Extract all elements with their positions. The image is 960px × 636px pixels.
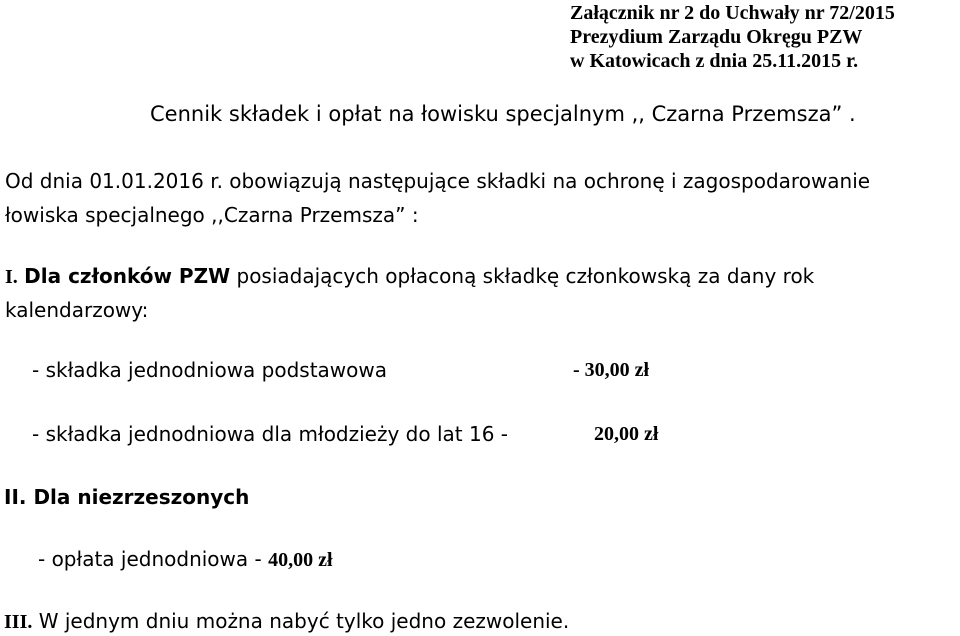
section-2-heading: II. Dla niezrzeszonych xyxy=(4,485,250,509)
section-3 xyxy=(4,611,569,632)
document-title: Cennik składek i opłat na łowisku specjalnym ,, Czarna Przemsza” . xyxy=(150,102,856,126)
fee-basic-value: - 30,00 zł xyxy=(573,359,650,381)
header-line-3: w Katowicach z dnia 25.11.2015 r. xyxy=(570,50,859,72)
fee-nonmember xyxy=(38,549,333,570)
section-1-bold-lead: Dla członków PZW xyxy=(24,264,231,288)
fee-nonmember-label: - opłata jednodniowa - xyxy=(38,547,269,571)
section-1-rest: posiadających opłaconą składkę członkowską za dany rok xyxy=(230,264,815,288)
fee-basic-label: - składka jednodniowa podstawowa xyxy=(32,358,388,382)
fee-nonmember-value: 40,00 zł xyxy=(268,549,333,571)
section-1-heading xyxy=(5,266,814,287)
fee-youth-value: 20,00 zł xyxy=(594,423,659,445)
section-1-numeral: I. xyxy=(5,266,18,288)
header-line-2: Prezydium Zarządu Okręgu PZW xyxy=(570,26,863,48)
section-3-text: W jednym dniu można nabyć tylko jedno zezwolenie. xyxy=(32,609,570,633)
fee-youth-label: - składka jednodniowa dla młodzieży do lat 16 - xyxy=(32,422,508,446)
section-1-line-2: kalendarzowy: xyxy=(5,298,149,322)
header-line-1: Załącznik nr 2 do Uchwały nr 72/2015 xyxy=(570,2,895,24)
section-3-numeral: III. xyxy=(4,611,33,633)
intro-line-2: łowiska specjalnego ,,Czarna Przemsza” : xyxy=(5,203,419,227)
intro-line-1: Od dnia 01.01.2016 r. obowiązują następujące składki na ochronę i zagospodarowanie xyxy=(5,169,871,193)
